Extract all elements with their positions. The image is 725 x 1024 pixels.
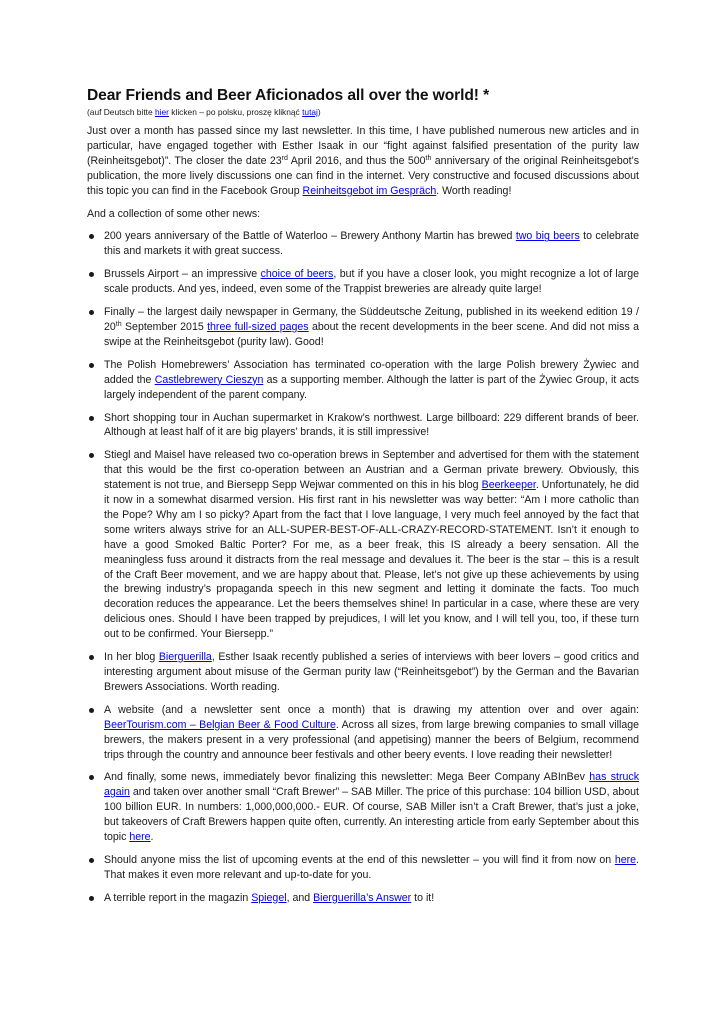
article-here-link[interactable]: here xyxy=(129,831,151,844)
list-item-auchan xyxy=(87,411,639,441)
intro-text-4: . Worth reading! xyxy=(436,184,512,197)
item-text: , and xyxy=(286,891,314,904)
castlebrewery-cieszyn-link[interactable]: Castlebrewery Cieszyn xyxy=(154,373,264,386)
list-item-spiegel xyxy=(87,891,639,906)
item-text: 200 years anniversary of the Battle of Waterloo – Brewery Anthony Martin has brewed xyxy=(104,230,516,243)
item-text: Short shopping tour in Auchan supermarket in Krakow’s northwest. Large billboard: 229 different brands of beer. Although at least half of it are big players’ brands, it is still impressive! xyxy=(104,411,639,439)
subline-middle: klicken – po polsku, proszę kliknąć xyxy=(168,107,303,117)
item-text: September 2015 xyxy=(121,320,208,333)
beertourism-link[interactable]: BeerTourism.com – Belgian Beer & Food Culture xyxy=(104,718,336,731)
item-text: , but if you have a closer look, you might recognize a lot of large scale products. And yes, indeed, even some of the Trappist breweries are already quite large! xyxy=(104,268,639,296)
beerkeeper-link[interactable]: Beerkeeper xyxy=(481,479,536,492)
collection-intro: And a collection of some other news: xyxy=(87,207,261,220)
list-item-brussels-airport xyxy=(87,267,639,297)
choice-of-beers-link[interactable]: choice of beers xyxy=(260,268,334,281)
reinheitsgebot-group-link[interactable]: Reinheitsgebot im Gespräch xyxy=(302,184,437,197)
item-sup-th: th xyxy=(115,320,122,328)
intro-text-2: April 2016, and thus the 500 xyxy=(287,154,426,167)
item-text: Stiegl and Maisel have released two co-operation brews in September and advertised for them with the statement that this would be the first co-operation between an Austrian and a German private brewery. Obviously, this statement is not true, and Biersepp Sepp Wejwar commented on this in his blog xyxy=(104,449,639,492)
bierguerilla-answer-link[interactable]: Bierguerilla’s Answer xyxy=(313,891,412,904)
events-here-link[interactable]: here xyxy=(614,853,637,866)
item-text: and taken over another small “Craft Brewer” – SAB Miller. The price of this purchase: 104 billion USD, about 100 billion EUR. In numbers: 1,000,000,000.- EUR. Of course, SAB Miller isn’t a Craft Brewer, that’s just a joke, but takeovers of Craft Brewers happen quite often, currently. An interesting article from early September about this topic xyxy=(104,786,639,844)
list-item-waterloo xyxy=(87,229,639,259)
list-item-polish-homebrewers xyxy=(87,358,639,403)
item-text: . Across all sizes, from large brewing companies to small village brewers, the makers present in a very professional (and appetising) manner the beers of Belgium, recommend trips through the country and announce beer festivals and other beery events. I love reading their newsletter! xyxy=(104,718,639,761)
item-text: And finally, some news, immediately bevor finalizing this newsletter: Mega Beer Company ABInBev xyxy=(104,771,590,784)
item-text: . Unfortunately, he did it now in a somewhat disarmed version. His first rant in his newsletter was way better: “Am I more catholic than the Pope? Why am I so picky? Apart from the fact that I love language, I very much feel annoyed by the fact that some writers always strive for an ALL-SUPER-BEST-OF-ALL-CRAZY-RECORD-STATEMENT. Isn’t it enough to have a good Smoked Baltic Porter? For me, as a beer freak, this IS already a beery sensation. All the meaningless fuss around it distracts from the real message and devalues it. The beer is the star – this is a result of the Craft Beer movement, and we are happy about that. Please, let’s not give up these achievements by using the brewing industry’s propaganda speech in this new segment and letting it dominate the facts. Too much decoration reduces the appearance. Let the beers themselves shine! In particular in a case, where these are very delicious ones. Should I have been trapped by prejudices, I will let you know, and I will tell you, too, if these turn out to be confirmed. Your Biersepp.” xyxy=(104,479,639,641)
intro-text-1: Just over a month has passed since my last newsletter. In this time, I have published numerous new articles and in particular, have engaged together with Esther Isaak in our “fight against falsified presentation of the purity law (Reinheitsgebot)”. The closer the date 23 xyxy=(87,125,639,167)
item-text: to it! xyxy=(411,891,435,904)
intro-paragraph xyxy=(87,124,639,199)
polish-version-link[interactable]: tutaj xyxy=(302,107,318,117)
three-full-sized-pages-link[interactable]: three full-sized pages xyxy=(207,320,309,333)
item-text: , Esther Isaak recently published a series of interviews with beer lovers – good critics and interesting argument about misuse of the German purity law (“Reinheitsgebot”) by the German and the Bavarian Brewers Associations. Worth reading. xyxy=(104,651,639,693)
list-item-upcoming-events xyxy=(87,853,639,883)
item-text: to celebrate this and markets it with great success. xyxy=(104,230,639,258)
has-struck-again-link[interactable]: has struck again xyxy=(104,771,639,799)
item-text: . xyxy=(150,831,154,844)
item-text: A website (and a newsletter sent once a month) that is drawing my attention over and over again: xyxy=(104,703,639,716)
item-text: Should anyone miss the list of upcoming events at the end of this newsletter – you will find it from now on xyxy=(104,853,615,866)
subline-prefix: (auf Deutsch bitte xyxy=(87,107,155,117)
language-links-line xyxy=(87,106,639,118)
item-text: about the recent developments in the beer scene. And did not miss a swipe at the Reinheitsgebot (purity law). Good! xyxy=(104,320,639,348)
intro-sup-rd: rd xyxy=(281,154,288,162)
item-text: Finally – the largest daily newspaper in Germany, the Süddeutsche Zeitung, published in its weekend edition 19 / 20 xyxy=(104,306,639,333)
item-text: A terrible report in the magazin xyxy=(104,891,252,904)
intro-text-3: anniversary of the original Reinheitsgebot’s publication, the more lively discussions one can find in the internet. Very constructive and focused discussions about this topic you can find in the Facebook Group xyxy=(87,154,640,197)
item-text: . That makes it even more relevant and up-to-date for you. xyxy=(104,853,639,881)
list-item-sueddeutsche xyxy=(87,305,639,350)
spiegel-link[interactable]: Spiegel xyxy=(251,891,287,904)
item-text: as a supporting member. Although the latter is part of the Żywiec Group, it acts largely independent of the parent company. xyxy=(104,373,639,401)
item-text: In her blog xyxy=(104,651,159,664)
list-item-stiegl-maisel xyxy=(87,448,639,642)
two-big-beers-link[interactable]: two big beers xyxy=(515,230,580,243)
item-text: The Polish Homebrewers’ Association has terminated co-operation with the large Polish brewery Żywiec and added the xyxy=(104,358,639,386)
news-list xyxy=(87,229,639,905)
subline-suffix: ) xyxy=(317,107,321,117)
bierguerilla-link[interactable]: Bierguerilla xyxy=(158,651,212,664)
item-text: Brussels Airport – an impressive xyxy=(104,268,261,281)
intro-sup-th: th xyxy=(425,154,432,162)
german-version-link[interactable]: hier xyxy=(154,107,169,117)
list-item-beertourism xyxy=(87,703,639,763)
page-title: Dear Friends and Beer Aficionados all over the world! * xyxy=(87,87,490,104)
newsletter-page xyxy=(87,86,639,914)
list-item-abinbev xyxy=(87,770,639,845)
list-item-bierguerilla xyxy=(87,650,639,695)
